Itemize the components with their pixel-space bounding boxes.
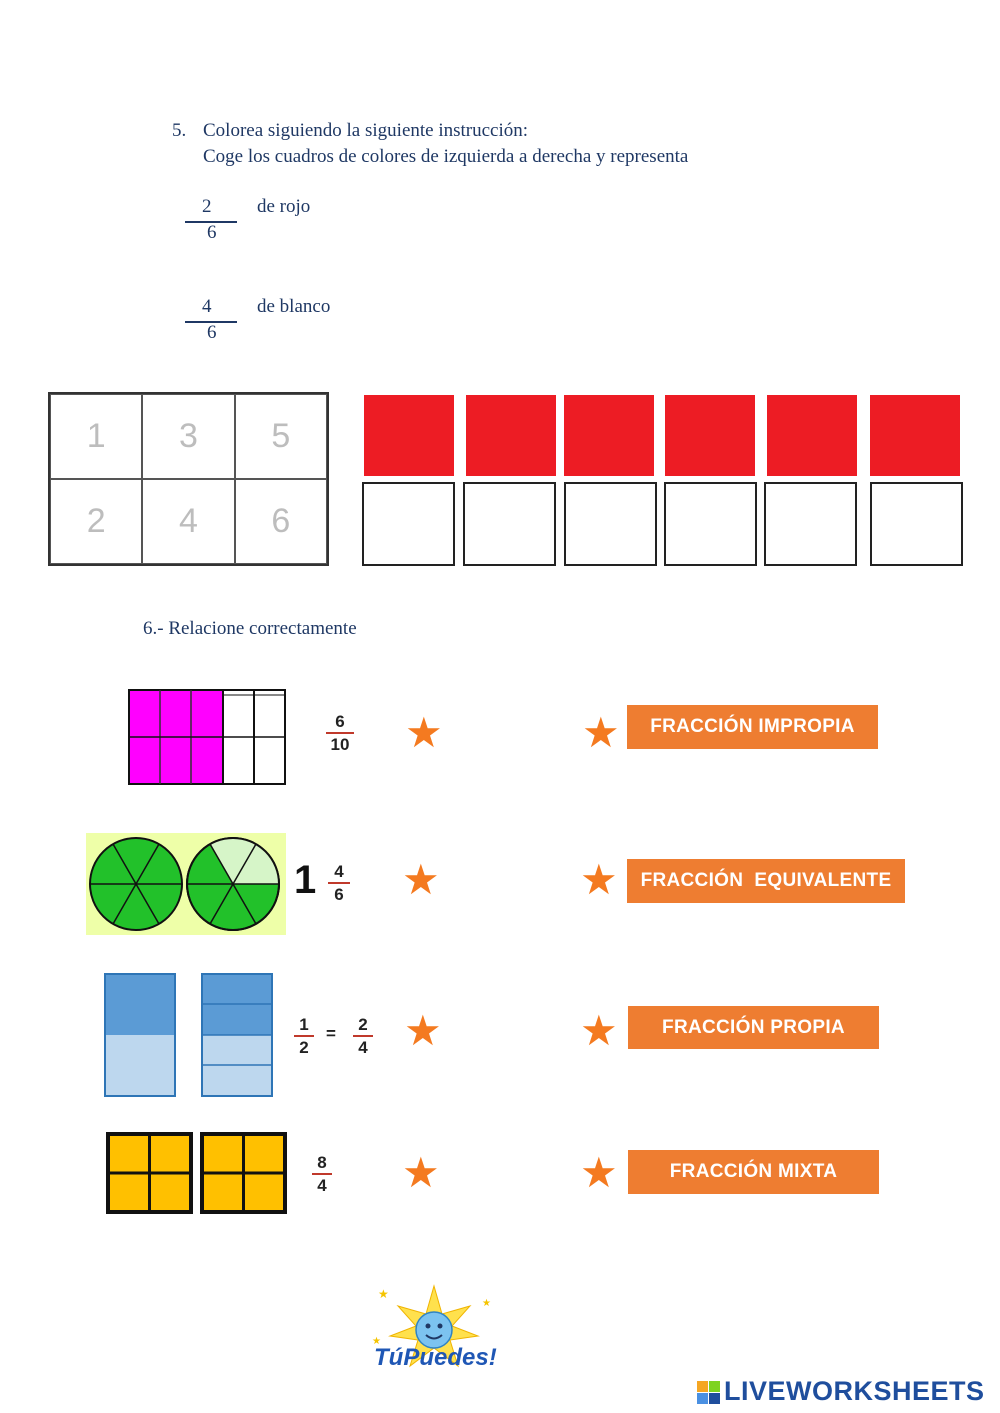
- fraction-numerator: 1: [299, 1015, 309, 1034]
- fraction-1-2: [294, 1015, 314, 1057]
- mixed-whole-number: 1: [294, 858, 317, 902]
- left-star-icon-2[interactable]: ★: [402, 855, 440, 904]
- white-color-square[interactable]: [764, 482, 857, 566]
- fraction-white-label: de blanco: [257, 296, 331, 317]
- label-fraccion-propia: FRACCIÓN PROPIA: [628, 1006, 879, 1049]
- magenta-fraction-figure: [128, 689, 286, 785]
- fraction-denominator: 6: [334, 885, 344, 904]
- fraction-denominator: 10: [330, 735, 350, 754]
- svg-text:★: ★: [372, 1336, 381, 1347]
- right-star-icon-3[interactable]: ★: [580, 1006, 618, 1055]
- left-star-icon-3[interactable]: ★: [404, 1006, 442, 1055]
- red-color-square[interactable]: [564, 395, 654, 476]
- label-fraccion-mixta: FRACCIÓN MIXTA: [628, 1150, 879, 1194]
- liveworksheets-brand: LIVEWORKSHEETS: [724, 1376, 985, 1406]
- grid-cell-3[interactable]: 3: [142, 394, 234, 479]
- grid-cell-6[interactable]: 6: [235, 479, 327, 564]
- left-star-icon-1[interactable]: ★: [405, 708, 443, 757]
- white-color-square[interactable]: [463, 482, 556, 566]
- fraction-denominator: 2: [299, 1038, 309, 1057]
- fraction-6-10: [326, 712, 354, 754]
- q6-title: 6.- Relacione correctamente: [143, 618, 357, 639]
- equals-sign: =: [326, 1024, 336, 1043]
- fraction-4-6: [328, 862, 350, 904]
- fraction-red-label: de rojo: [257, 196, 311, 217]
- red-color-square[interactable]: [767, 395, 857, 476]
- red-color-square[interactable]: [665, 395, 755, 476]
- fraction-white-numerator: 4: [202, 296, 212, 317]
- svg-text:★: ★: [378, 1287, 389, 1301]
- fraction-denominator: 4: [317, 1176, 327, 1195]
- fraction-numerator: 4: [334, 862, 344, 881]
- green-circles-figure: [86, 833, 286, 935]
- fraction-red-denominator: 6: [207, 222, 217, 243]
- right-star-icon-2[interactable]: ★: [580, 855, 618, 904]
- left-star-icon-4[interactable]: ★: [402, 1148, 440, 1197]
- white-color-square[interactable]: [664, 482, 757, 566]
- fraction-2-4: [353, 1015, 373, 1057]
- blue-bars-figure: [104, 973, 274, 1097]
- fraction-numerator: 8: [317, 1153, 327, 1172]
- liveworksheets-icon: [697, 1381, 721, 1405]
- fraction-numerator: 6: [335, 712, 345, 731]
- red-color-square[interactable]: [364, 395, 454, 476]
- q5-instruction-line2: Coge los cuadros de colores de izquierda a derecha y representa: [203, 146, 689, 167]
- red-color-square[interactable]: [466, 395, 556, 476]
- white-color-square[interactable]: [564, 482, 657, 566]
- logo-text: TúPuedes!: [374, 1344, 497, 1371]
- right-star-icon-1[interactable]: ★: [582, 708, 620, 757]
- white-color-square[interactable]: [870, 482, 963, 566]
- red-color-square[interactable]: [870, 395, 960, 476]
- fraction-red-numerator: 2: [202, 196, 212, 217]
- q5-instruction-line1: Colorea siguiendo la siguiente instrucción:: [203, 120, 529, 141]
- grid-cell-5[interactable]: 5: [235, 394, 327, 479]
- label-fraccion-equivalente: FRACCIÓN EQUIVALENTE: [627, 859, 905, 903]
- fraction-numerator: 2: [358, 1015, 368, 1034]
- white-color-square[interactable]: [362, 482, 455, 566]
- q5-number: 5.: [172, 120, 187, 141]
- grid-cell-1[interactable]: 1: [50, 394, 142, 479]
- fraction-white-denominator: 6: [207, 322, 217, 343]
- right-star-icon-4[interactable]: ★: [580, 1148, 618, 1197]
- yellow-squares-figure: [106, 1132, 288, 1214]
- fraction-8-4: [312, 1153, 332, 1195]
- grid-cell-4[interactable]: 4: [142, 479, 234, 564]
- svg-text:★: ★: [482, 1298, 491, 1309]
- grid-cell-2[interactable]: 2: [50, 479, 142, 564]
- tu-puedes-logo: [366, 1284, 502, 1380]
- numbered-grid: [48, 392, 329, 566]
- fraction-denominator: 4: [358, 1038, 368, 1057]
- label-fraccion-impropia: FRACCIÓN IMPROPIA: [627, 705, 878, 749]
